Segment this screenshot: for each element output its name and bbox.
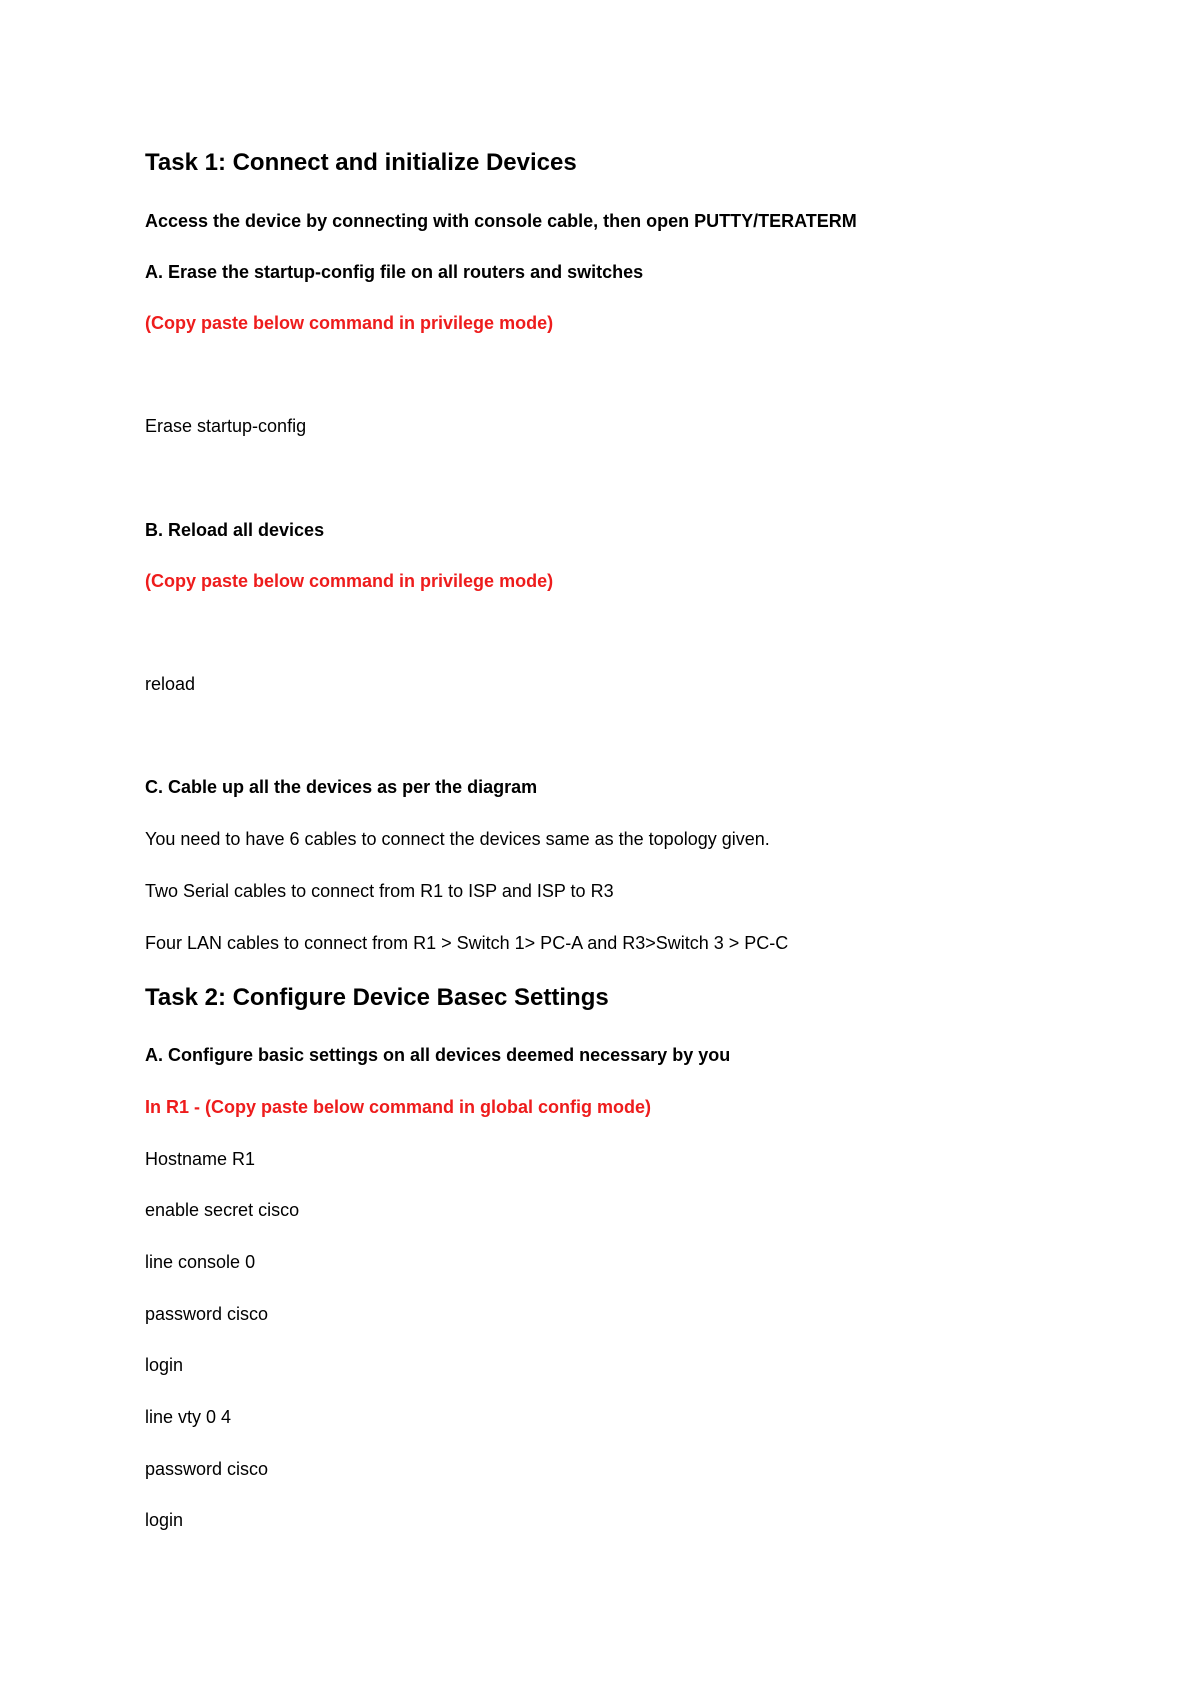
- task1-step-b-command: reload: [145, 674, 196, 694]
- task1-heading: Task 1: Connect and initialize Devices: [145, 149, 577, 176]
- task2-step-a-title: A. Configure basic settings on all devices deemed necessary by you: [145, 1045, 731, 1065]
- task1-step-c-line: Four LAN cables to connect from R1 > Switch 1> PC-A and R3>Switch 3 > PC-C: [145, 933, 789, 953]
- task1-step-a-title: A. Erase the startup-config file on all routers and switches: [145, 262, 644, 282]
- task1-step-c-title: C. Cable up all the devices as per the diagram: [145, 777, 538, 797]
- r1-config-command: login: [145, 1355, 184, 1375]
- r1-config-command: password cisco: [145, 1459, 269, 1479]
- task1-step-a-command: Erase startup-config: [145, 416, 307, 436]
- task1-intro: Access the device by connecting with console cable, then open PUTTY/TERATERM: [145, 211, 857, 231]
- r1-config-command: line console 0: [145, 1252, 256, 1272]
- r1-config-command: password cisco: [145, 1304, 269, 1324]
- r1-config-command: enable secret cisco: [145, 1200, 300, 1220]
- r1-config-command: line vty 0 4: [145, 1407, 232, 1427]
- task1-step-c-line: You need to have 6 cables to connect the devices same as the topology given.: [145, 829, 770, 849]
- r1-config-command: Hostname R1: [145, 1149, 256, 1169]
- task1-step-a-note: (Copy paste below command in privilege mode): [145, 313, 554, 333]
- task2-heading: Task 2: Configure Device Basec Settings: [145, 984, 609, 1011]
- task2-step-a-note: In R1 - (Copy paste below command in global config mode): [145, 1097, 652, 1117]
- task1-step-c-line: Two Serial cables to connect from R1 to ISP and ISP to R3: [145, 881, 614, 901]
- r1-config-command: login: [145, 1510, 184, 1530]
- task1-step-b-note: (Copy paste below command in privilege mode): [145, 571, 554, 591]
- task1-step-b-title: B. Reload all devices: [145, 520, 325, 540]
